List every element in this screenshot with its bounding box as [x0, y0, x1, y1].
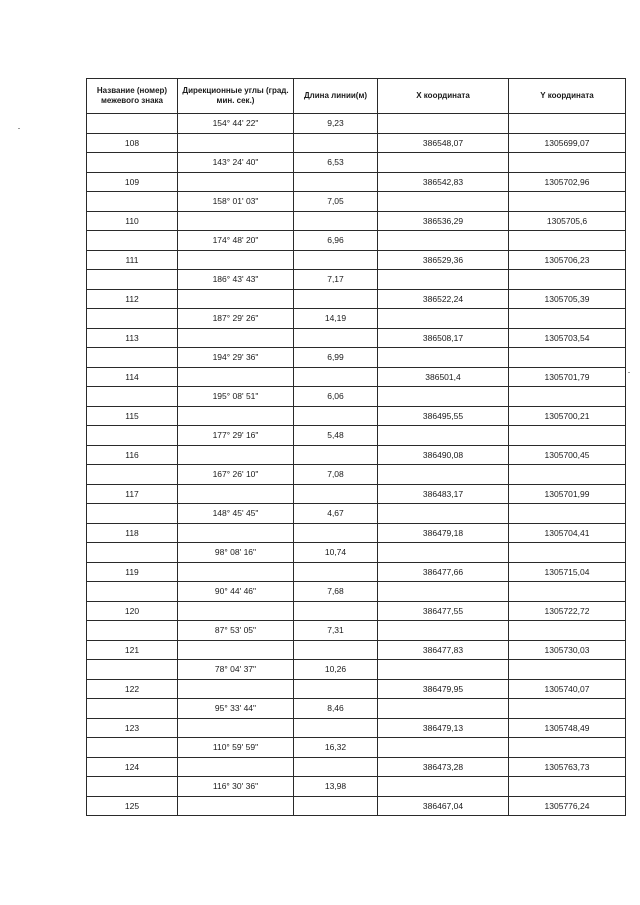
table-row-line — [87, 621, 626, 641]
empty-cell — [87, 543, 178, 563]
empty-cell — [509, 270, 626, 290]
empty-cell — [378, 387, 509, 407]
empty-cell — [378, 309, 509, 329]
empty-cell — [87, 231, 178, 251]
empty-cell — [509, 387, 626, 407]
direction-angle-cell: 167° 26' 10" — [178, 465, 294, 485]
scan-speck — [18, 128, 20, 129]
table-row-line — [87, 582, 626, 602]
table-row-point — [87, 601, 626, 621]
y-coordinate-cell: 1305763,73 — [509, 757, 626, 777]
line-length-cell: 10,26 — [294, 660, 378, 680]
empty-cell — [87, 309, 178, 329]
table-row-point — [87, 796, 626, 816]
empty-cell — [378, 270, 509, 290]
table-row-point — [87, 211, 626, 231]
empty-cell — [294, 757, 378, 777]
empty-cell — [509, 192, 626, 212]
x-coordinate-cell: 386529,36 — [378, 250, 509, 270]
point-name-cell: 108 — [87, 133, 178, 153]
empty-cell — [509, 543, 626, 563]
table-row-point — [87, 718, 626, 738]
table-row-point — [87, 250, 626, 270]
empty-cell — [378, 192, 509, 212]
empty-cell — [87, 777, 178, 797]
line-length-cell: 6,06 — [294, 387, 378, 407]
empty-cell — [178, 289, 294, 309]
empty-cell — [509, 582, 626, 602]
x-coordinate-cell: 386477,66 — [378, 562, 509, 582]
x-coordinate-cell: 386477,55 — [378, 601, 509, 621]
line-length-cell: 14,19 — [294, 309, 378, 329]
direction-angle-cell: 177° 29' 16" — [178, 426, 294, 446]
table-row-point — [87, 328, 626, 348]
table-body — [87, 114, 626, 816]
empty-cell — [378, 348, 509, 368]
empty-cell — [378, 660, 509, 680]
point-name-cell: 120 — [87, 601, 178, 621]
empty-cell — [87, 192, 178, 212]
empty-cell — [509, 465, 626, 485]
empty-cell — [294, 796, 378, 816]
point-name-cell: 124 — [87, 757, 178, 777]
empty-cell — [294, 328, 378, 348]
line-length-cell: 7,17 — [294, 270, 378, 290]
empty-cell — [509, 153, 626, 173]
direction-angle-cell: 143° 24' 40" — [178, 153, 294, 173]
point-name-cell: 122 — [87, 679, 178, 699]
empty-cell — [378, 114, 509, 134]
empty-cell — [87, 426, 178, 446]
x-coordinate-cell: 386479,95 — [378, 679, 509, 699]
point-name-cell: 112 — [87, 289, 178, 309]
empty-cell — [87, 465, 178, 485]
empty-cell — [509, 231, 626, 251]
x-coordinate-cell: 386479,13 — [378, 718, 509, 738]
direction-angle-cell: 195° 08' 51" — [178, 387, 294, 407]
direction-angle-cell: 78° 04' 37" — [178, 660, 294, 680]
empty-cell — [294, 367, 378, 387]
table-row-line — [87, 738, 626, 758]
table-row-point — [87, 133, 626, 153]
empty-cell — [378, 699, 509, 719]
line-length-cell: 7,68 — [294, 582, 378, 602]
empty-cell — [378, 465, 509, 485]
x-coordinate-cell: 386473,28 — [378, 757, 509, 777]
point-name-cell: 109 — [87, 172, 178, 192]
y-coordinate-cell: 1305705,6 — [509, 211, 626, 231]
point-name-cell: 114 — [87, 367, 178, 387]
empty-cell — [294, 523, 378, 543]
point-name-cell: 125 — [87, 796, 178, 816]
empty-cell — [178, 172, 294, 192]
x-coordinate-cell: 386522,24 — [378, 289, 509, 309]
direction-angle-cell: 90° 44' 46" — [178, 582, 294, 602]
empty-cell — [294, 172, 378, 192]
table-header-row — [87, 79, 626, 114]
empty-cell — [294, 601, 378, 621]
point-name-cell: 118 — [87, 523, 178, 543]
empty-cell — [378, 777, 509, 797]
line-length-cell: 9,23 — [294, 114, 378, 134]
empty-cell — [87, 114, 178, 134]
empty-cell — [178, 757, 294, 777]
empty-cell — [178, 640, 294, 660]
point-name-cell: 113 — [87, 328, 178, 348]
empty-cell — [509, 426, 626, 446]
table-row-point — [87, 562, 626, 582]
empty-cell — [178, 523, 294, 543]
x-coordinate-cell: 386501,4 — [378, 367, 509, 387]
point-name-cell: 121 — [87, 640, 178, 660]
y-coordinate-cell: 1305706,23 — [509, 250, 626, 270]
point-name-cell: 117 — [87, 484, 178, 504]
y-coordinate-cell: 1305704,41 — [509, 523, 626, 543]
table-row-line — [87, 777, 626, 797]
empty-cell — [294, 406, 378, 426]
y-coordinate-cell: 1305703,54 — [509, 328, 626, 348]
header-point-name: Название (номер) межевого знака — [87, 79, 178, 114]
empty-cell — [509, 348, 626, 368]
line-length-cell: 16,32 — [294, 738, 378, 758]
y-coordinate-cell: 1305722,72 — [509, 601, 626, 621]
empty-cell — [87, 153, 178, 173]
direction-angle-cell: 158° 01' 03" — [178, 192, 294, 212]
x-coordinate-cell: 386536,29 — [378, 211, 509, 231]
direction-angle-cell: 187° 29' 26" — [178, 309, 294, 329]
empty-cell — [509, 660, 626, 680]
empty-cell — [87, 699, 178, 719]
point-name-cell: 123 — [87, 718, 178, 738]
empty-cell — [178, 445, 294, 465]
y-coordinate-cell: 1305776,24 — [509, 796, 626, 816]
table-row-line — [87, 426, 626, 446]
table-row-point — [87, 679, 626, 699]
direction-angle-cell: 194° 29' 36" — [178, 348, 294, 368]
direction-angle-cell: 95° 33' 44" — [178, 699, 294, 719]
empty-cell — [178, 796, 294, 816]
empty-cell — [378, 231, 509, 251]
x-coordinate-cell: 386542,83 — [378, 172, 509, 192]
table-row-point — [87, 289, 626, 309]
line-length-cell: 6,99 — [294, 348, 378, 368]
empty-cell — [87, 621, 178, 641]
line-length-cell: 6,96 — [294, 231, 378, 251]
empty-cell — [178, 484, 294, 504]
line-length-cell: 6,53 — [294, 153, 378, 173]
table-row-line — [87, 309, 626, 329]
table-row-point — [87, 640, 626, 660]
table-row-line — [87, 699, 626, 719]
x-coordinate-cell: 386483,17 — [378, 484, 509, 504]
empty-cell — [178, 718, 294, 738]
line-length-cell: 8,46 — [294, 699, 378, 719]
table-row-line — [87, 270, 626, 290]
empty-cell — [178, 250, 294, 270]
y-coordinate-cell: 1305700,45 — [509, 445, 626, 465]
empty-cell — [294, 484, 378, 504]
point-name-cell: 111 — [87, 250, 178, 270]
y-coordinate-cell: 1305748,49 — [509, 718, 626, 738]
x-coordinate-cell: 386477,83 — [378, 640, 509, 660]
table-row-line — [87, 114, 626, 134]
direction-angle-cell: 174° 48' 20" — [178, 231, 294, 251]
empty-cell — [178, 562, 294, 582]
direction-angle-cell: 148° 45' 45" — [178, 504, 294, 524]
empty-cell — [87, 582, 178, 602]
table-row-point — [87, 406, 626, 426]
empty-cell — [509, 777, 626, 797]
x-coordinate-cell: 386548,07 — [378, 133, 509, 153]
table-row-point — [87, 523, 626, 543]
table-row-line — [87, 153, 626, 173]
y-coordinate-cell: 1305702,96 — [509, 172, 626, 192]
x-coordinate-cell: 386490,08 — [378, 445, 509, 465]
empty-cell — [294, 133, 378, 153]
table-row-point — [87, 757, 626, 777]
coordinates-table — [86, 78, 626, 816]
empty-cell — [178, 133, 294, 153]
line-length-cell: 5,48 — [294, 426, 378, 446]
table-row-point — [87, 367, 626, 387]
empty-cell — [509, 114, 626, 134]
direction-angle-cell: 154° 44' 22" — [178, 114, 294, 134]
empty-cell — [294, 445, 378, 465]
scan-speck — [628, 372, 630, 373]
empty-cell — [87, 738, 178, 758]
empty-cell — [378, 543, 509, 563]
point-name-cell: 115 — [87, 406, 178, 426]
empty-cell — [294, 562, 378, 582]
empty-cell — [178, 601, 294, 621]
x-coordinate-cell: 386467,04 — [378, 796, 509, 816]
y-coordinate-cell: 1305740,07 — [509, 679, 626, 699]
direction-angle-cell: 110° 59' 59" — [178, 738, 294, 758]
empty-cell — [87, 660, 178, 680]
direction-angle-cell: 87° 53' 05" — [178, 621, 294, 641]
empty-cell — [509, 738, 626, 758]
empty-cell — [87, 504, 178, 524]
line-length-cell: 13,98 — [294, 777, 378, 797]
x-coordinate-cell: 386495,55 — [378, 406, 509, 426]
empty-cell — [178, 367, 294, 387]
header-y-coordinate: Y координата — [509, 79, 626, 114]
empty-cell — [294, 640, 378, 660]
table-row-line — [87, 504, 626, 524]
empty-cell — [509, 504, 626, 524]
line-length-cell: 7,31 — [294, 621, 378, 641]
x-coordinate-cell: 386479,18 — [378, 523, 509, 543]
table-row-line — [87, 231, 626, 251]
y-coordinate-cell: 1305699,07 — [509, 133, 626, 153]
point-name-cell: 116 — [87, 445, 178, 465]
empty-cell — [378, 426, 509, 446]
empty-cell — [87, 387, 178, 407]
y-coordinate-cell: 1305701,99 — [509, 484, 626, 504]
empty-cell — [294, 718, 378, 738]
table-row-line — [87, 192, 626, 212]
y-coordinate-cell: 1305700,21 — [509, 406, 626, 426]
header-direction-angle: Дирекционные углы (град. мин. сек.) — [178, 79, 294, 114]
table-row-line — [87, 660, 626, 680]
y-coordinate-cell: 1305701,79 — [509, 367, 626, 387]
table-row-line — [87, 387, 626, 407]
table-row-line — [87, 465, 626, 485]
y-coordinate-cell: 1305730,03 — [509, 640, 626, 660]
direction-angle-cell: 186° 43' 43" — [178, 270, 294, 290]
empty-cell — [294, 250, 378, 270]
table-row-line — [87, 348, 626, 368]
table-row-line — [87, 543, 626, 563]
header-x-coordinate: X координата — [378, 79, 509, 114]
y-coordinate-cell: 1305705,39 — [509, 289, 626, 309]
header-line-length: Длина линии(м) — [294, 79, 378, 114]
point-name-cell: 119 — [87, 562, 178, 582]
empty-cell — [378, 738, 509, 758]
empty-cell — [178, 211, 294, 231]
empty-cell — [378, 621, 509, 641]
empty-cell — [294, 211, 378, 231]
line-length-cell: 10,74 — [294, 543, 378, 563]
table-row-point — [87, 172, 626, 192]
empty-cell — [378, 582, 509, 602]
empty-cell — [294, 679, 378, 699]
empty-cell — [178, 328, 294, 348]
direction-angle-cell: 98° 08' 16" — [178, 543, 294, 563]
table-row-point — [87, 484, 626, 504]
empty-cell — [87, 348, 178, 368]
empty-cell — [178, 679, 294, 699]
empty-cell — [87, 270, 178, 290]
empty-cell — [509, 621, 626, 641]
line-length-cell: 7,08 — [294, 465, 378, 485]
y-coordinate-cell: 1305715,04 — [509, 562, 626, 582]
table-row-point — [87, 445, 626, 465]
line-length-cell: 4,67 — [294, 504, 378, 524]
x-coordinate-cell: 386508,17 — [378, 328, 509, 348]
empty-cell — [294, 289, 378, 309]
empty-cell — [378, 153, 509, 173]
line-length-cell: 7,05 — [294, 192, 378, 212]
direction-angle-cell: 116° 30' 36" — [178, 777, 294, 797]
point-name-cell: 110 — [87, 211, 178, 231]
empty-cell — [378, 504, 509, 524]
empty-cell — [178, 406, 294, 426]
empty-cell — [509, 699, 626, 719]
empty-cell — [509, 309, 626, 329]
